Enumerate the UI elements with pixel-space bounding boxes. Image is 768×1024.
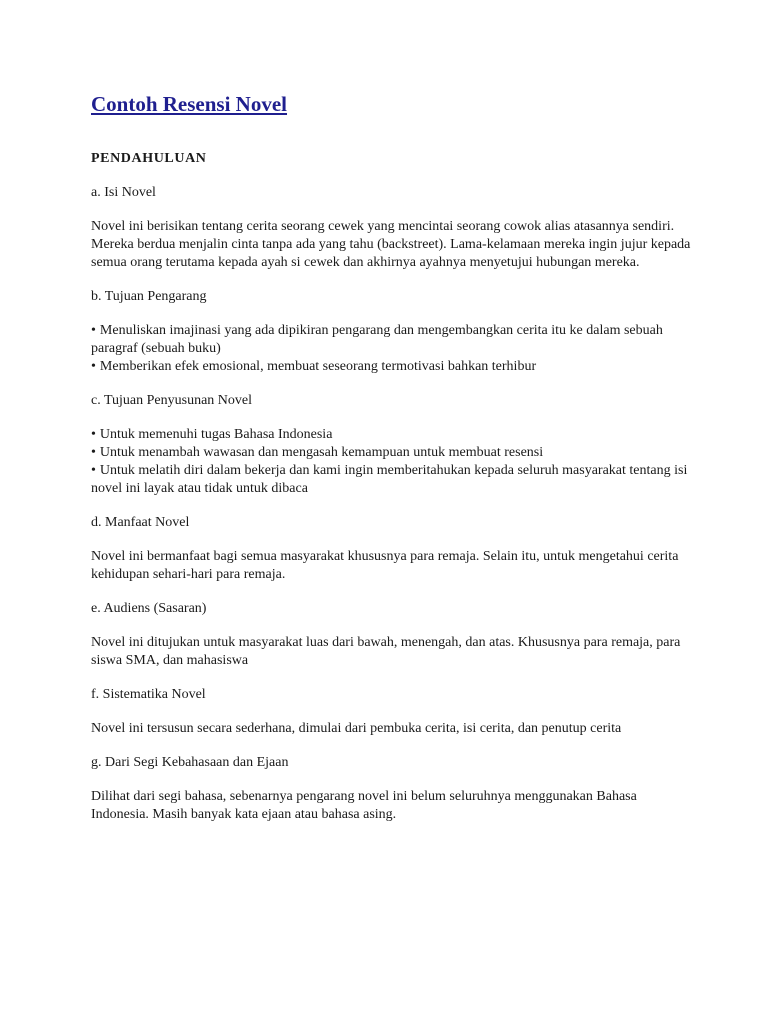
list-item [91,322,691,358]
bullet-icon: • [91,463,96,478]
section-paragraph-kebahasaan: Dilihat dari segi bahasa, sebenarnya pengarang novel ini belum seluruhnya menggunakan Bahasa Indonesia. Masih banyak kata ejaan atau bahasa asing. [91,789,637,822]
bullet-list-tujuan-pengarang [91,322,691,376]
list-item [91,426,691,444]
list-item [91,444,691,462]
bullet-icon: • [91,323,96,338]
bullet-list-tujuan-penyusunan [91,426,691,498]
list-item-text: Untuk menambah wawasan dan mengasah kemampuan untuk membuat resensi [99,445,544,460]
list-item [91,462,691,498]
list-item-text: Menuliskan imajinasi yang ada dipikiran pengarang dan mengembangkan cerita itu ke dalam sebuah paragraf (sebuah buku) [91,323,663,356]
bullet-icon: • [91,359,96,374]
section-heading-isi-novel: a. Isi Novel [91,185,156,200]
section-paragraph-audiens: Novel ini ditujukan untuk masyarakat luas dari bawah, menengah, dan atas. Khususnya para remaja, para siswa SMA, dan mahasiswa [91,635,681,668]
section-heading-audiens: e. Audiens (Sasaran) [91,601,207,616]
bullet-icon: • [91,445,96,460]
document-title[interactable]: Contoh Resensi Novel [91,92,288,116]
section-paragraph-manfaat-novel: Novel ini bermanfaat bagi semua masyarakat khususnya para remaja. Selain itu, untuk mengetahui cerita kehidupan sehari-hari para remaja. [91,549,679,582]
section-heading-tujuan-penyusunan: c. Tujuan Penyusunan Novel [91,393,252,408]
section-paragraph-sistematika: Novel ini tersusun secara sederhana, dimulai dari pembuka cerita, isi cerita, dan penutup cerita [91,721,622,736]
section-paragraph-isi-novel: Novel ini berisikan tentang cerita seorang cewek yang mencintai seorang cowok alias atasannya sendiri. Mereka berdua menjalin cinta tanpa ada yang tahu (backstreet). Lama-kelamaan mereka ingin jujur kepada semua orang terutama kepada ayah si cewek dan akhirnya ayahnya menyetujui hubungan mereka. [91,219,691,270]
document-page [91,90,691,824]
section-heading-sistematika: f. Sistematika Novel [91,687,206,702]
list-item-text: Untuk memenuhi tugas Bahasa Indonesia [99,427,333,442]
bullet-icon: • [91,427,96,442]
section-heading-kebahasaan: g. Dari Segi Kebahasaan dan Ejaan [91,755,289,770]
list-item [91,358,691,376]
intro-heading: PENDAHULUAN [91,151,207,166]
section-heading-tujuan-pengarang: b. Tujuan Pengarang [91,289,207,304]
section-heading-manfaat-novel: d. Manfaat Novel [91,515,190,530]
list-item-text: Untuk melatih diri dalam bekerja dan kami ingin memberitahukan kepada seluruh masyarakat tentang isi novel ini layak atau tidak untuk dibaca [91,463,688,496]
list-item-text: Memberikan efek emosional, membuat seseorang termotivasi bahkan terhibur [99,359,537,374]
